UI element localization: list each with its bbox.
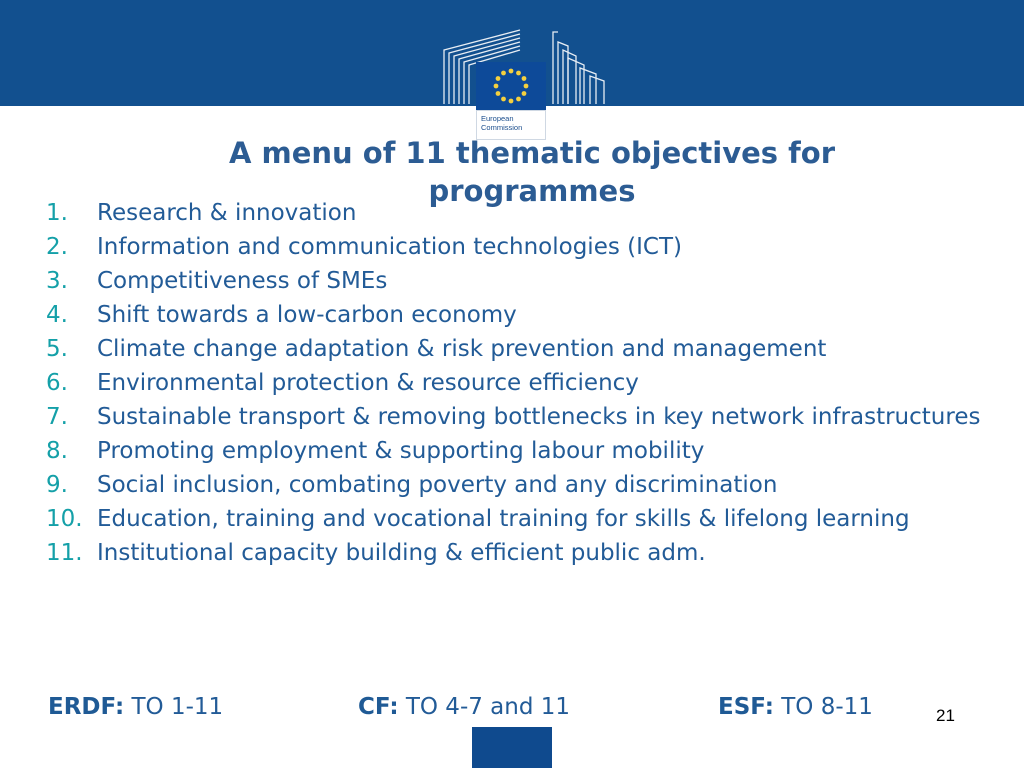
objective-text: Information and communication technologies (ICT) xyxy=(97,234,682,260)
objective-text: Research & innovation xyxy=(97,200,357,226)
objective-item xyxy=(46,268,996,294)
objective-number: 5. xyxy=(46,336,68,362)
fund-name: CF: xyxy=(358,694,399,720)
objective-item xyxy=(46,302,996,328)
logo-label-line2: Commission xyxy=(481,123,523,132)
fund-name: ERDF: xyxy=(48,694,125,720)
objective-text: Environmental protection & resource efficiency xyxy=(97,370,639,396)
page-number: 21 xyxy=(936,706,955,725)
fund-range: TO 8-11 xyxy=(781,694,873,720)
objective-number: 9. xyxy=(46,472,68,498)
objective-item xyxy=(46,540,996,566)
fund-name: ESF: xyxy=(718,694,774,720)
objective-text: Sustainable transport & removing bottlenecks in key network infrastructures xyxy=(97,404,981,430)
objective-number: 8. xyxy=(46,438,68,464)
objective-item xyxy=(46,472,996,498)
objective-item xyxy=(46,336,996,362)
fund-range: TO 4-7 and 11 xyxy=(405,694,571,720)
objectives-list xyxy=(46,200,996,574)
objective-text: Competitiveness of SMEs xyxy=(97,268,388,294)
fund-esf xyxy=(718,692,873,722)
objective-text: Climate change adaptation & risk prevention and management xyxy=(97,336,827,362)
fund-range: TO 1-11 xyxy=(131,694,224,720)
objective-number: 3. xyxy=(46,268,68,294)
objective-item xyxy=(46,370,996,396)
eu-flag-icon xyxy=(476,62,546,110)
objective-number: 4. xyxy=(46,302,68,328)
objective-item xyxy=(46,404,996,430)
footer-tab xyxy=(472,727,552,768)
objective-item xyxy=(46,234,996,260)
objective-number: 11. xyxy=(46,540,83,566)
fund-cf xyxy=(358,692,570,722)
objective-text: Promoting employment & supporting labour mobility xyxy=(97,438,705,464)
objective-text: Education, training and vocational training for skills & lifelong learning xyxy=(97,506,910,532)
objective-number: 1. xyxy=(46,200,68,226)
fund-erdf xyxy=(48,692,223,722)
objective-item xyxy=(46,506,996,532)
slide-title: A menu of 11 thematic objectives for programmes xyxy=(228,136,835,208)
objective-text: Institutional capacity building & efficient public adm. xyxy=(97,540,706,566)
objective-text: Shift towards a low-carbon economy xyxy=(97,302,517,328)
objective-item xyxy=(46,200,996,226)
objective-number: 7. xyxy=(46,404,68,430)
logo-label-line1: European xyxy=(481,114,514,123)
objective-item xyxy=(46,438,996,464)
objective-number: 10. xyxy=(46,506,83,532)
objective-number: 6. xyxy=(46,370,68,396)
objective-number: 2. xyxy=(46,234,68,260)
objective-text: Social inclusion, combating poverty and any discrimination xyxy=(97,472,778,498)
